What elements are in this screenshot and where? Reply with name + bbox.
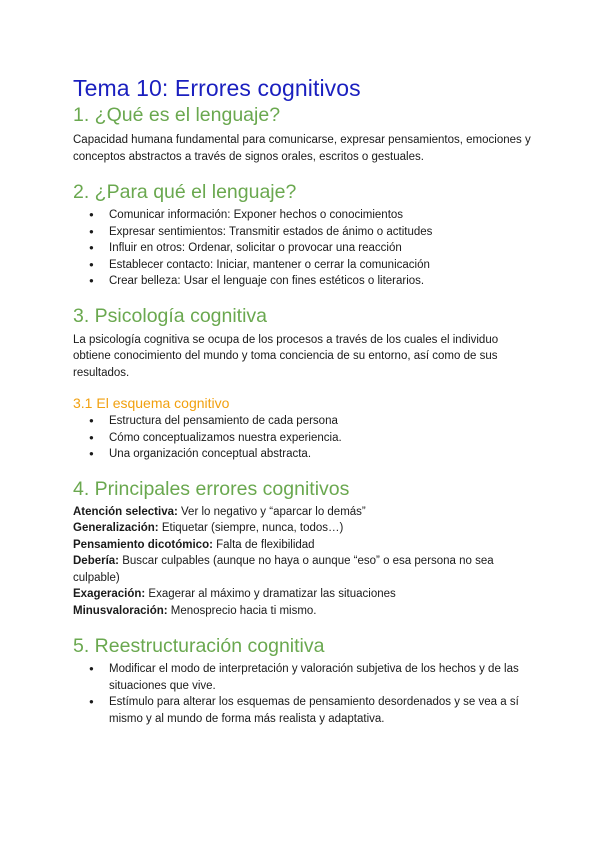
list-item: ● Influir en otros: Ordenar, solicitar o provocar una reacción (109, 240, 533, 257)
section-3-text: La psicología cognitiva se ocupa de los procesos a través de los cuales el individuo obtiene conocimiento del mundo y toma conciencia de su entorno, así como de sus resultados. (73, 333, 499, 379)
section-5-list (73, 661, 533, 727)
section-3-1-list (73, 413, 533, 463)
definition-term: Generalización: (73, 522, 159, 534)
definition-term: Atención selectiva: (73, 505, 178, 518)
definition-item (73, 603, 533, 620)
definition-term: Pensamiento dicotómico: (73, 538, 213, 551)
cognitive-errors-list (73, 504, 533, 620)
list-item: ● Expresar sentimientos: Transmitir estados de ánimo o actitudes (109, 224, 533, 241)
definition-item (73, 520, 533, 537)
section-heading-2: 2. ¿Para qué el lenguaje? (73, 181, 297, 203)
definition-term: Debería: (73, 555, 120, 567)
section-heading-3: 3. Psicología cognitiva (73, 304, 268, 327)
subsection-heading-3-1: 3.1 El esquema cognitivo (73, 395, 230, 411)
list-item: ● Estructura del pensamiento de cada persona (109, 413, 533, 430)
definition-term: Exageración: (73, 588, 146, 600)
list-item: ● Establecer contacto: Iniciar, mantener o cerrar la comunicación (109, 257, 533, 274)
section-heading-4: 4. Principales errores cognitivos (73, 477, 350, 500)
section-heading-5: 5. Reestructuración cognitiva (73, 635, 325, 657)
definition-item (73, 537, 533, 554)
definition-desc: Ver lo negativo y “aparcar lo demás” (177, 505, 366, 518)
list-item: ● Crear belleza: Usar el lenguaje con fines estéticos o literarios. (109, 273, 533, 290)
definition-desc: Etiquetar (siempre, nunca, todos…) (158, 522, 344, 534)
definition-desc: Buscar culpables (aunque no haya o aunque “eso” o esa persona no sea culpable) (73, 555, 494, 584)
section-1-text: Capacidad humana fundamental para comunicarse, expresar pensamientos, emociones y conceptos abstractos a través de signos orales, escritos o gestuales. (73, 134, 531, 163)
definition-desc: Menosprecio hacia ti mismo. (167, 604, 317, 617)
section-heading-1: 1. ¿Qué es el lenguaje? (73, 104, 281, 126)
document-title: Tema 10: Errores cognitivos (73, 75, 361, 101)
list-item: ● Modificar el modo de interpretación y valoración subjetiva de los hechos y de las situaciones que vive. (109, 661, 533, 694)
document-page (73, 74, 533, 727)
definition-item (73, 586, 533, 603)
section-2-list (73, 207, 533, 290)
list-item: ● Estímulo para alterar los esquemas de pensamiento desordenados y se vea a sí mismo y al mundo de forma más realista y adaptativa. (109, 694, 533, 727)
definition-desc: Falta de flexibilidad (212, 538, 315, 551)
definition-term: Minusvaloración: (73, 604, 168, 617)
definition-item (73, 553, 533, 586)
list-item: ● Comunicar información: Exponer hechos o conocimientos (109, 207, 533, 224)
definition-item (73, 504, 533, 521)
list-item: ● Una organización conceptual abstracta. (109, 446, 533, 463)
list-item: ● Cómo conceptualizamos nuestra experiencia. (109, 430, 533, 447)
definition-desc: Exagerar al máximo y dramatizar las situaciones (145, 588, 396, 600)
